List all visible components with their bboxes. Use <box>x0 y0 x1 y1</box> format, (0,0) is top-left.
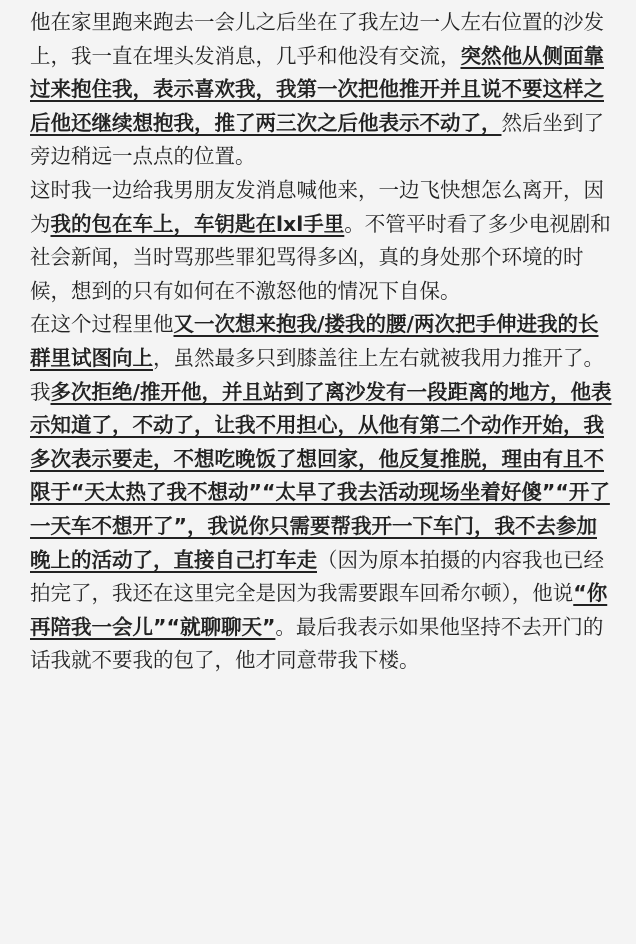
text-segment: 他在家里跑来跑去一会儿之后坐在了我左边一人左右位置的沙发上，我一直在埋头发消息，几乎和他没有交流， <box>30 10 604 68</box>
text-segment: （因为原本拍摄的内容我也已经拍完了，我还在这里完全是因为我需要跟车回希尔顿），他说 <box>30 547 604 606</box>
paragraph-2 <box>30 174 614 308</box>
text-segment: ，虽然最多只到膝盖往上左右就被我用力推开了。 <box>153 345 604 370</box>
paragraph-1 <box>30 6 614 174</box>
text-segment: 在这个过程里他 <box>30 312 174 337</box>
text-segment: 这时我一边给我男朋友发消息喊他来，一边飞快想怎么离开，因为 <box>30 177 604 236</box>
paragraph-4 <box>30 376 614 678</box>
emphasized-text: “你再陪我一会儿”“就聊聊天” <box>30 581 608 639</box>
emphasized-text: 又一次想来抱我/搂我的腰/两次把手伸进我的长群里试图向上 <box>30 312 599 370</box>
emphasized-text: 多次拒绝/推开他，并且站到了离沙发有一段距离的地方，他表示知道了，不动了，让我不用担心，从他有第二个动作开始，我多次表示要走，不想吃晚饭了想回家，他反复推脱，理由有且不限于“天太热了我不想动”“太早了我去活动现场坐着好傻”“开了一天车不想开了”，我说你只需要帮我开一下车门，我不去参加晚上的活动了，直接自己打车走 <box>30 379 612 572</box>
text-segment: 我 <box>30 379 51 404</box>
text-segment: 。最后我表示如果他坚持不去开门的话我就不要我的包了，他才同意带我下楼。 <box>30 614 604 673</box>
emphasized-text: 我的包在车上，车钥匙在lxl手里 <box>50 211 345 236</box>
text-segment: 。不管平时看了多少电视剧和社会新闻，当时骂那些罪犯骂得多凶，真的身处那个环境的时候，想到的只有如何在不激怒他的情况下自保。 <box>30 211 611 303</box>
document-body <box>30 6 614 678</box>
emphasized-text: 突然他从侧面靠过来抱住我，表示喜欢我，我第一次把他推开并且说不要这样之后他还继续想抱我，推了两三次之后他表示不动了， <box>30 43 604 135</box>
paragraph-3 <box>30 308 614 375</box>
text-segment: 然后坐到了旁边稍远一点点的位置。 <box>30 110 604 169</box>
